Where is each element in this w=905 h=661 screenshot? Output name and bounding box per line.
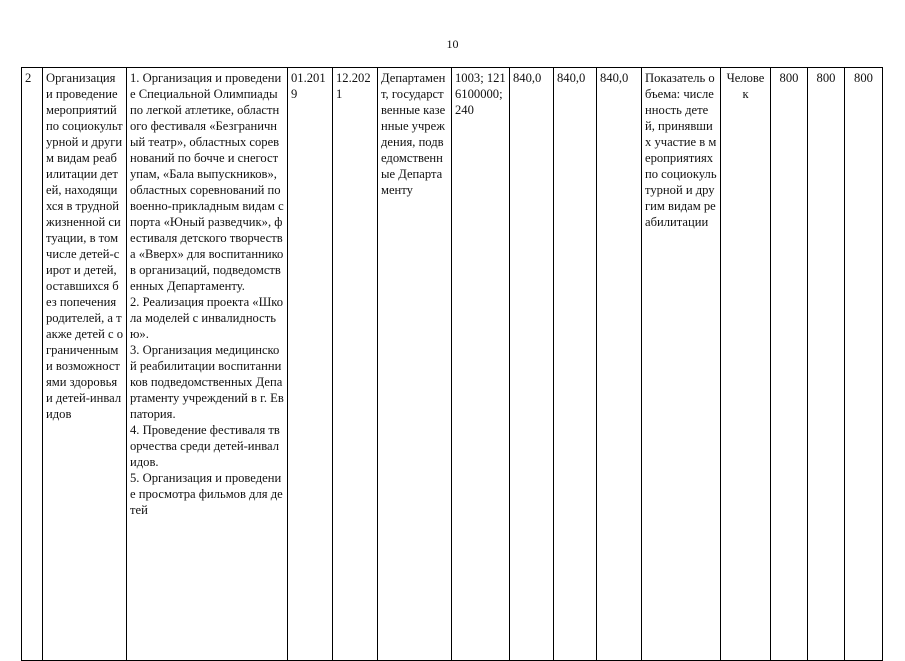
indicator-text: Показатель объема: численность детей, принявших участие в мероприятиях по социокультурной и другим видам реабилитации	[645, 71, 717, 229]
end-date: 12.2021	[336, 71, 371, 101]
value-3: 800	[854, 71, 873, 85]
cell-executor	[378, 68, 452, 661]
cell-start-date	[288, 68, 333, 661]
cell-amount-2	[554, 68, 597, 661]
table-row	[22, 68, 883, 661]
cell-value-1	[771, 68, 808, 661]
cell-indicator	[642, 68, 721, 661]
cell-amount-3	[597, 68, 642, 661]
cell-unit	[721, 68, 771, 661]
executor-text: Департамент, государственные казенные учреждения, подведомственные Департаменту	[381, 71, 446, 197]
cell-value-3	[845, 68, 883, 661]
amount-3: 840,0	[600, 71, 629, 85]
cell-activity	[43, 68, 127, 661]
cell-measures	[127, 68, 288, 661]
cell-budget-code	[452, 68, 510, 661]
start-date: 01.2019	[291, 71, 326, 101]
amount-2: 840,0	[557, 71, 586, 85]
cell-end-date	[333, 68, 378, 661]
page-number: 10	[446, 37, 459, 51]
value-2: 800	[816, 71, 836, 85]
measures-text: 1. Организация и проведение Специальной Олимпиады по легкой атлетике, областного фестиваля «Безграничный театр», областных соревнований по бочче и снегоступам, «Бала выпускников», областных соревнований по военно-прикладным видам спорта «Юный разведчик», фестиваля детского творчества «Вверх» для воспитанников организаций, подведомственных Департаменту. 2. Реализация проекта «Школа моделей с инвалидностью». 3. Организация медицинской реабилитации воспитанников подведомственных Департаменту учреждений в г. Евпатория. 4. Проведение фестиваля творчества среди детей-инвалидов. 5. Организация и проведение просмотра фильмов для детей	[130, 71, 284, 517]
program-table	[21, 67, 883, 661]
cell-index	[22, 68, 43, 661]
budget-code: 1003; 1216100000; 240	[455, 71, 506, 117]
cell-value-2	[808, 68, 845, 661]
activity-text: Организация и проведение мероприятий по социокультурной и другим видам реабилитации детей, находящихся в трудной жизненной ситуации, в том числе детей-сирот и детей, оставшихся без попечения родителей, а также детей с ограниченными возможностями здоровья и детей-инвалидов	[46, 71, 123, 421]
unit-text: Человек	[726, 71, 765, 101]
row-index: 2	[25, 71, 32, 85]
amount-1: 840,0	[513, 71, 542, 85]
cell-amount-1	[510, 68, 554, 661]
value-1: 800	[779, 71, 799, 85]
